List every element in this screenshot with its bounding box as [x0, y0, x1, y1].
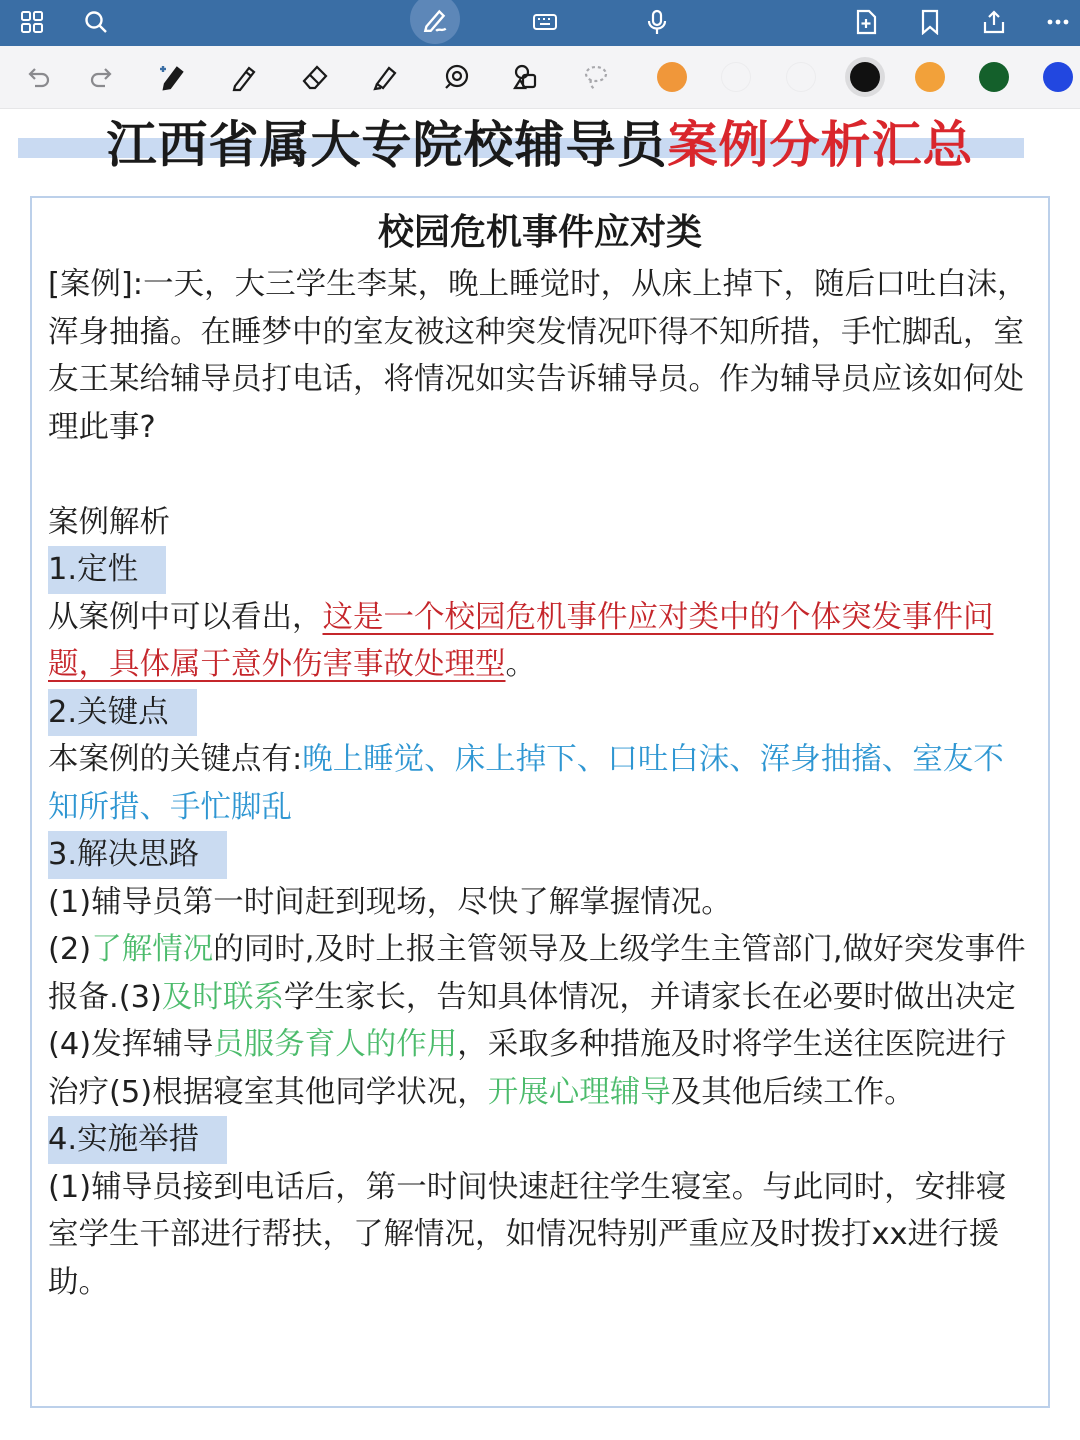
color-swatch-orange-2[interactable]: [915, 62, 945, 92]
color-swatch-white[interactable]: [721, 62, 751, 92]
section-3-item-2: [48, 926, 1028, 1021]
drawing-toolbar: [0, 46, 1080, 109]
item-2-text-c: 学生家长，告知具体情况，并请家长在必要时做出决定: [283, 979, 1016, 1015]
item-2-text-a: (2): [48, 932, 92, 967]
section-1-prefix: 从案例中可以看出，: [48, 599, 323, 635]
title-red-part: 案例分析汇总: [667, 116, 974, 174]
color-swatch-white[interactable]: [786, 62, 816, 92]
shape-icon[interactable]: [438, 59, 474, 95]
case-text: [案例]:一天，大三学生李某，晚上睡觉时，从床上掉下，随后口吐白沫，浑身抽搐。在睡梦中的室友被这种突发情况吓得不知所措，手忙脚乱，室友王某给辅导员打电话，将情况如实告诉辅导员。作为辅导员应该如何处理此事?: [48, 267, 1028, 445]
color-swatch-blue[interactable]: [1043, 62, 1073, 92]
section-title-1: 1.定性: [48, 546, 166, 594]
section-title-4: 4.实施举措: [48, 1116, 227, 1164]
item-2-green-a: 了解情况: [91, 932, 214, 967]
section-2-keywords: 晚上睡觉、床上掉下、口吐白沫、浑身抽搐、室友不知所措、手忙脚乱: [48, 742, 1004, 825]
item-4-text-c: 及其他后续工作。: [670, 1074, 915, 1110]
section-1-highlight: 这是一个校园危机事件应对类中的个体突发事件问题，具体属于意外伤害事故处理型: [48, 599, 994, 682]
page-title: [0, 112, 1080, 178]
item-4-text-b: ，采取多种措施及时将学生送往医院进行治疗(5)根据寝室其他同学状况，: [48, 1027, 1007, 1110]
section-title-3: 3.解决思路: [48, 831, 227, 879]
undo-icon[interactable]: [20, 59, 56, 95]
section-3-item-1: (1)辅导员第一时间赶到现场，尽快了解掌握情况。: [48, 884, 732, 920]
highlighter-icon[interactable]: [367, 59, 403, 95]
share-icon[interactable]: [976, 4, 1012, 40]
section-3-item-4: [48, 1021, 1028, 1116]
card-content: [48, 261, 1028, 1306]
element-icon[interactable]: [508, 59, 544, 95]
item-2-green-b: 及时联系: [161, 979, 284, 1015]
item-4-green-b: 开展心理辅导: [487, 1074, 671, 1110]
card-heading: 校园危机事件应对类: [377, 212, 702, 253]
app-top-bar: [0, 0, 1080, 46]
section-1-suffix: 。: [505, 647, 536, 682]
keyboard-icon[interactable]: [527, 4, 563, 40]
add-page-icon[interactable]: [848, 4, 884, 40]
microphone-icon[interactable]: [639, 4, 675, 40]
item-4-text-a: (4)发挥辅导: [48, 1027, 214, 1062]
search-icon[interactable]: [78, 4, 114, 40]
pen-edit-icon[interactable]: [410, 0, 460, 44]
section-1-body: [48, 594, 1028, 689]
grid-icon[interactable]: [14, 4, 50, 40]
bookmark-icon[interactable]: [912, 4, 948, 40]
section-title-2: 2.关键点: [48, 689, 197, 737]
eraser-icon[interactable]: [297, 59, 333, 95]
section-4-item-1: (1)辅导员接到电话后，第一时间快速赶往学生寝室。与此同时，安排寝室学生干部进行帮扶，了解情况，如情况特别严重应及时拨打xx进行援助。: [48, 1169, 1007, 1300]
pencil-icon[interactable]: [226, 59, 262, 95]
analysis-label: 案例解析: [48, 504, 170, 540]
redo-icon[interactable]: [84, 59, 120, 95]
section-2-prefix: 本案例的关键点有:: [48, 742, 303, 777]
color-swatch-orange[interactable]: [657, 62, 687, 92]
fountain-pen-icon[interactable]: [154, 59, 190, 95]
item-4-green-a: 员服务育人的作用: [213, 1027, 458, 1062]
lasso-icon[interactable]: [578, 59, 614, 95]
item-2-text-b: 的同时,及时上报主管领导及上级学生主管部门,做好突发事件报备.(3): [48, 932, 1026, 1015]
title-black-part: 江西省属大专院校辅导员: [106, 116, 668, 174]
color-swatch-black[interactable]: [850, 62, 880, 92]
more-icon[interactable]: [1040, 4, 1076, 40]
color-swatch-dark-green[interactable]: [979, 62, 1009, 92]
section-2-body: [48, 736, 1028, 831]
